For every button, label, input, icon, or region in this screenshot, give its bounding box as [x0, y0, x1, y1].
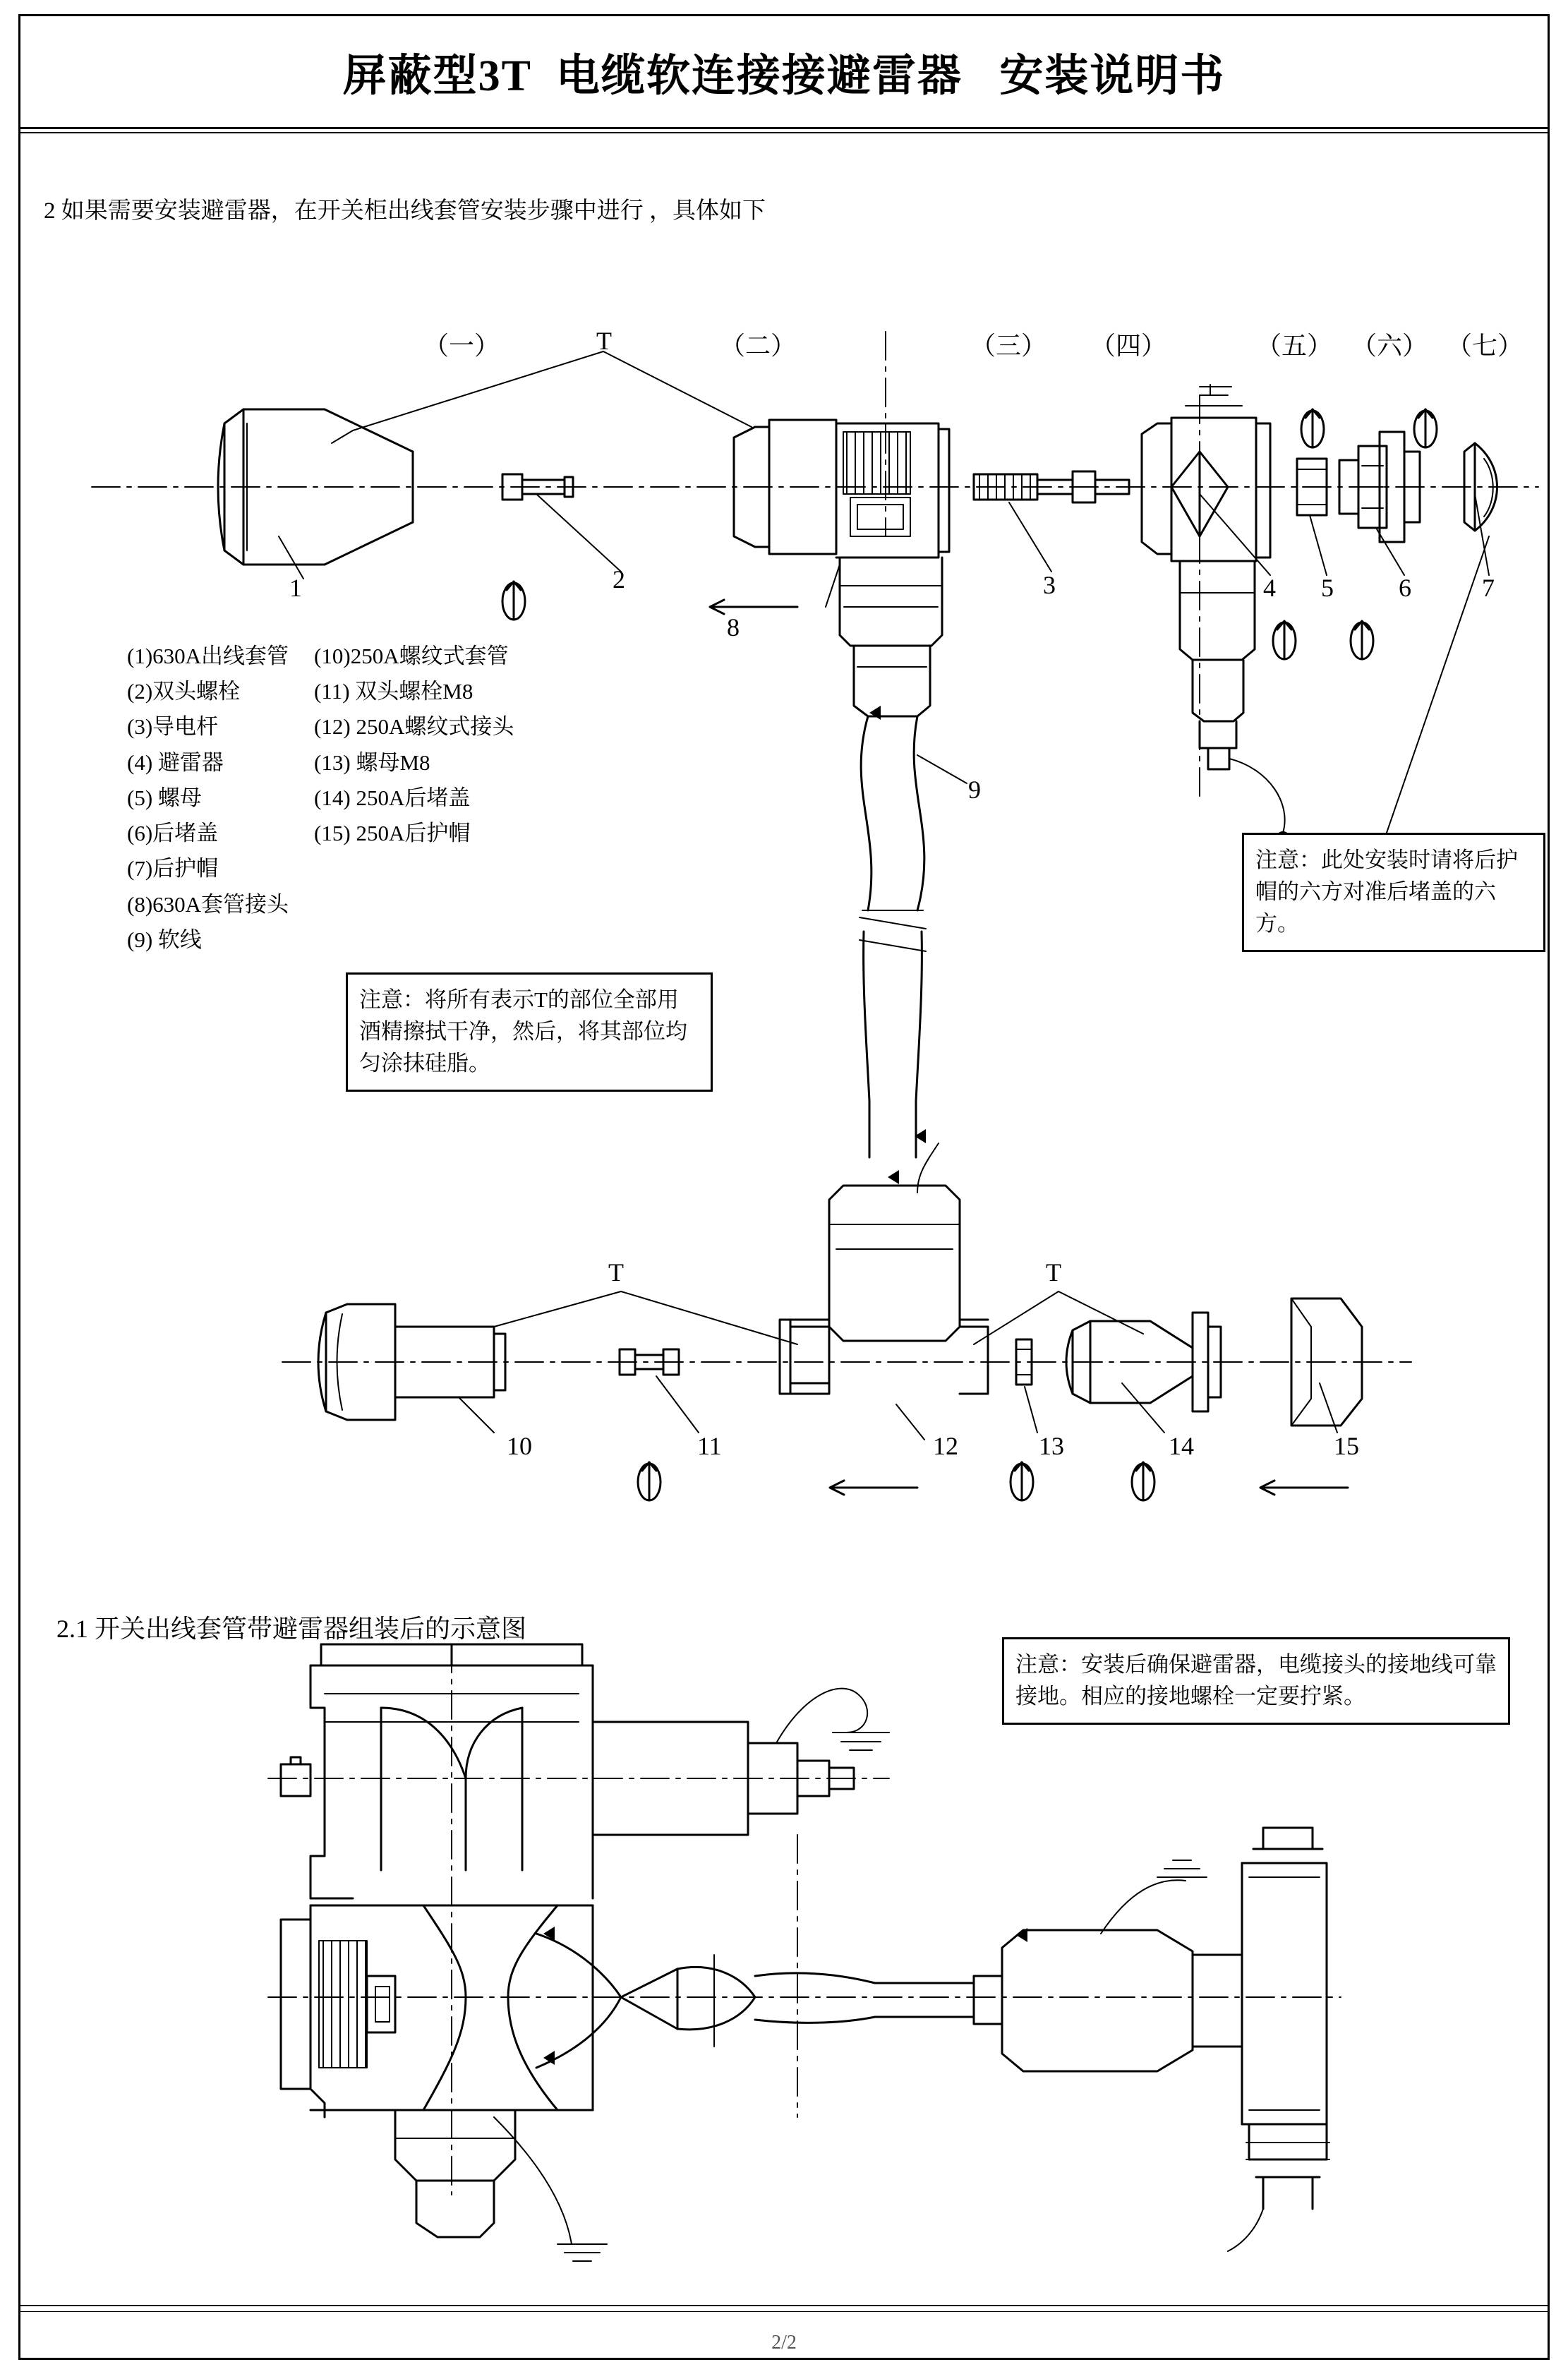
footer-rule-top: [20, 2305, 1548, 2306]
group-label-4: （四）: [1090, 332, 1167, 360]
part-number-11: 11: [697, 1432, 722, 1460]
part-item: [296, 851, 521, 886]
part-number-2: 2: [613, 565, 625, 594]
part-number-15: 15: [1334, 1432, 1359, 1460]
part-item: [296, 922, 521, 958]
group-label-5: （五）: [1256, 332, 1333, 360]
part-item: (11) 双头螺栓M8: [314, 679, 474, 704]
part-item: (12) 250A螺纹式接头: [314, 714, 514, 740]
page-title: 屏蔽型3T 电缆软连接接避雷器 安装说明书: [342, 52, 1226, 100]
part-number-1: 1: [289, 574, 302, 602]
title-bar: [20, 16, 1548, 129]
group-label-1: （一）: [423, 332, 500, 360]
callout-clean-with-alcohol: 注意：将所有表示T的部位全部用酒精擦拭干净，然后，将其部位均匀涂抹硅脂。: [346, 972, 713, 1092]
title-underline: [20, 132, 1548, 133]
part-number-9: 9: [968, 776, 981, 804]
part-item: (5) 螺母: [127, 785, 202, 810]
part-item: (1)630A出线套管: [127, 644, 289, 668]
callout-align-hex: 注意：此处安装时请将后护帽的六方对准后堵盖的六方。: [1242, 833, 1545, 952]
part-item: (10)250A螺纹式套管: [314, 644, 509, 668]
callout-grounding: 注意：安装后确保避雷器，电缆接头的接地线可靠接地。相应的接地螺栓一定要拧紧。: [1002, 1637, 1510, 1725]
t-mark-left: T: [608, 1258, 624, 1287]
part-number-14: 14: [1169, 1432, 1194, 1460]
part-item: (7)后护帽: [127, 856, 219, 881]
part-number-4: 4: [1263, 574, 1276, 602]
part-number-7: 7: [1482, 574, 1495, 602]
part-number-10: 10: [507, 1432, 532, 1460]
part-number-8: 8: [727, 613, 740, 641]
part-item: (15) 250A后护帽: [314, 821, 471, 846]
part-item: (9) 软线: [127, 927, 202, 952]
part-item: (13) 螺母M8: [314, 749, 430, 775]
part-number-13: 13: [1039, 1432, 1064, 1460]
group-label-3: （三）: [970, 332, 1047, 360]
part-number-12: 12: [933, 1432, 958, 1460]
part-item: (2)双头螺栓: [127, 679, 241, 704]
part-item: (3)导电杆: [127, 714, 219, 740]
part-number-3: 3: [1043, 571, 1056, 599]
part-item: (6)后堵盖: [127, 821, 219, 846]
section-step-2: 2 如果需要安装避雷器，在开关柜出线套管安装步骤中进行 ，具体如下: [44, 198, 766, 224]
page-border: [18, 14, 1550, 2360]
group-label-7: （七）: [1447, 332, 1524, 360]
group-label-2: （二）: [720, 332, 797, 360]
part-item: (4) 避雷器: [127, 749, 224, 775]
part-number-6: 6: [1399, 574, 1411, 602]
part-number-5: 5: [1321, 574, 1334, 602]
part-item: (8)630A套管接头: [127, 891, 289, 917]
group-label-6: （六）: [1351, 332, 1428, 360]
t-mark-right: T: [1046, 1258, 1061, 1287]
parts-list: [127, 639, 521, 958]
page-number: 2/2: [771, 2332, 797, 2354]
t-mark-top: T: [596, 327, 612, 355]
section-step-2-1: 2.1 开关出线套管带避雷器组装后的示意图: [56, 1615, 527, 1643]
part-item: [296, 887, 521, 922]
part-item: (14) 250A后堵盖: [314, 785, 471, 810]
footer-rule-bottom: [20, 2311, 1548, 2312]
